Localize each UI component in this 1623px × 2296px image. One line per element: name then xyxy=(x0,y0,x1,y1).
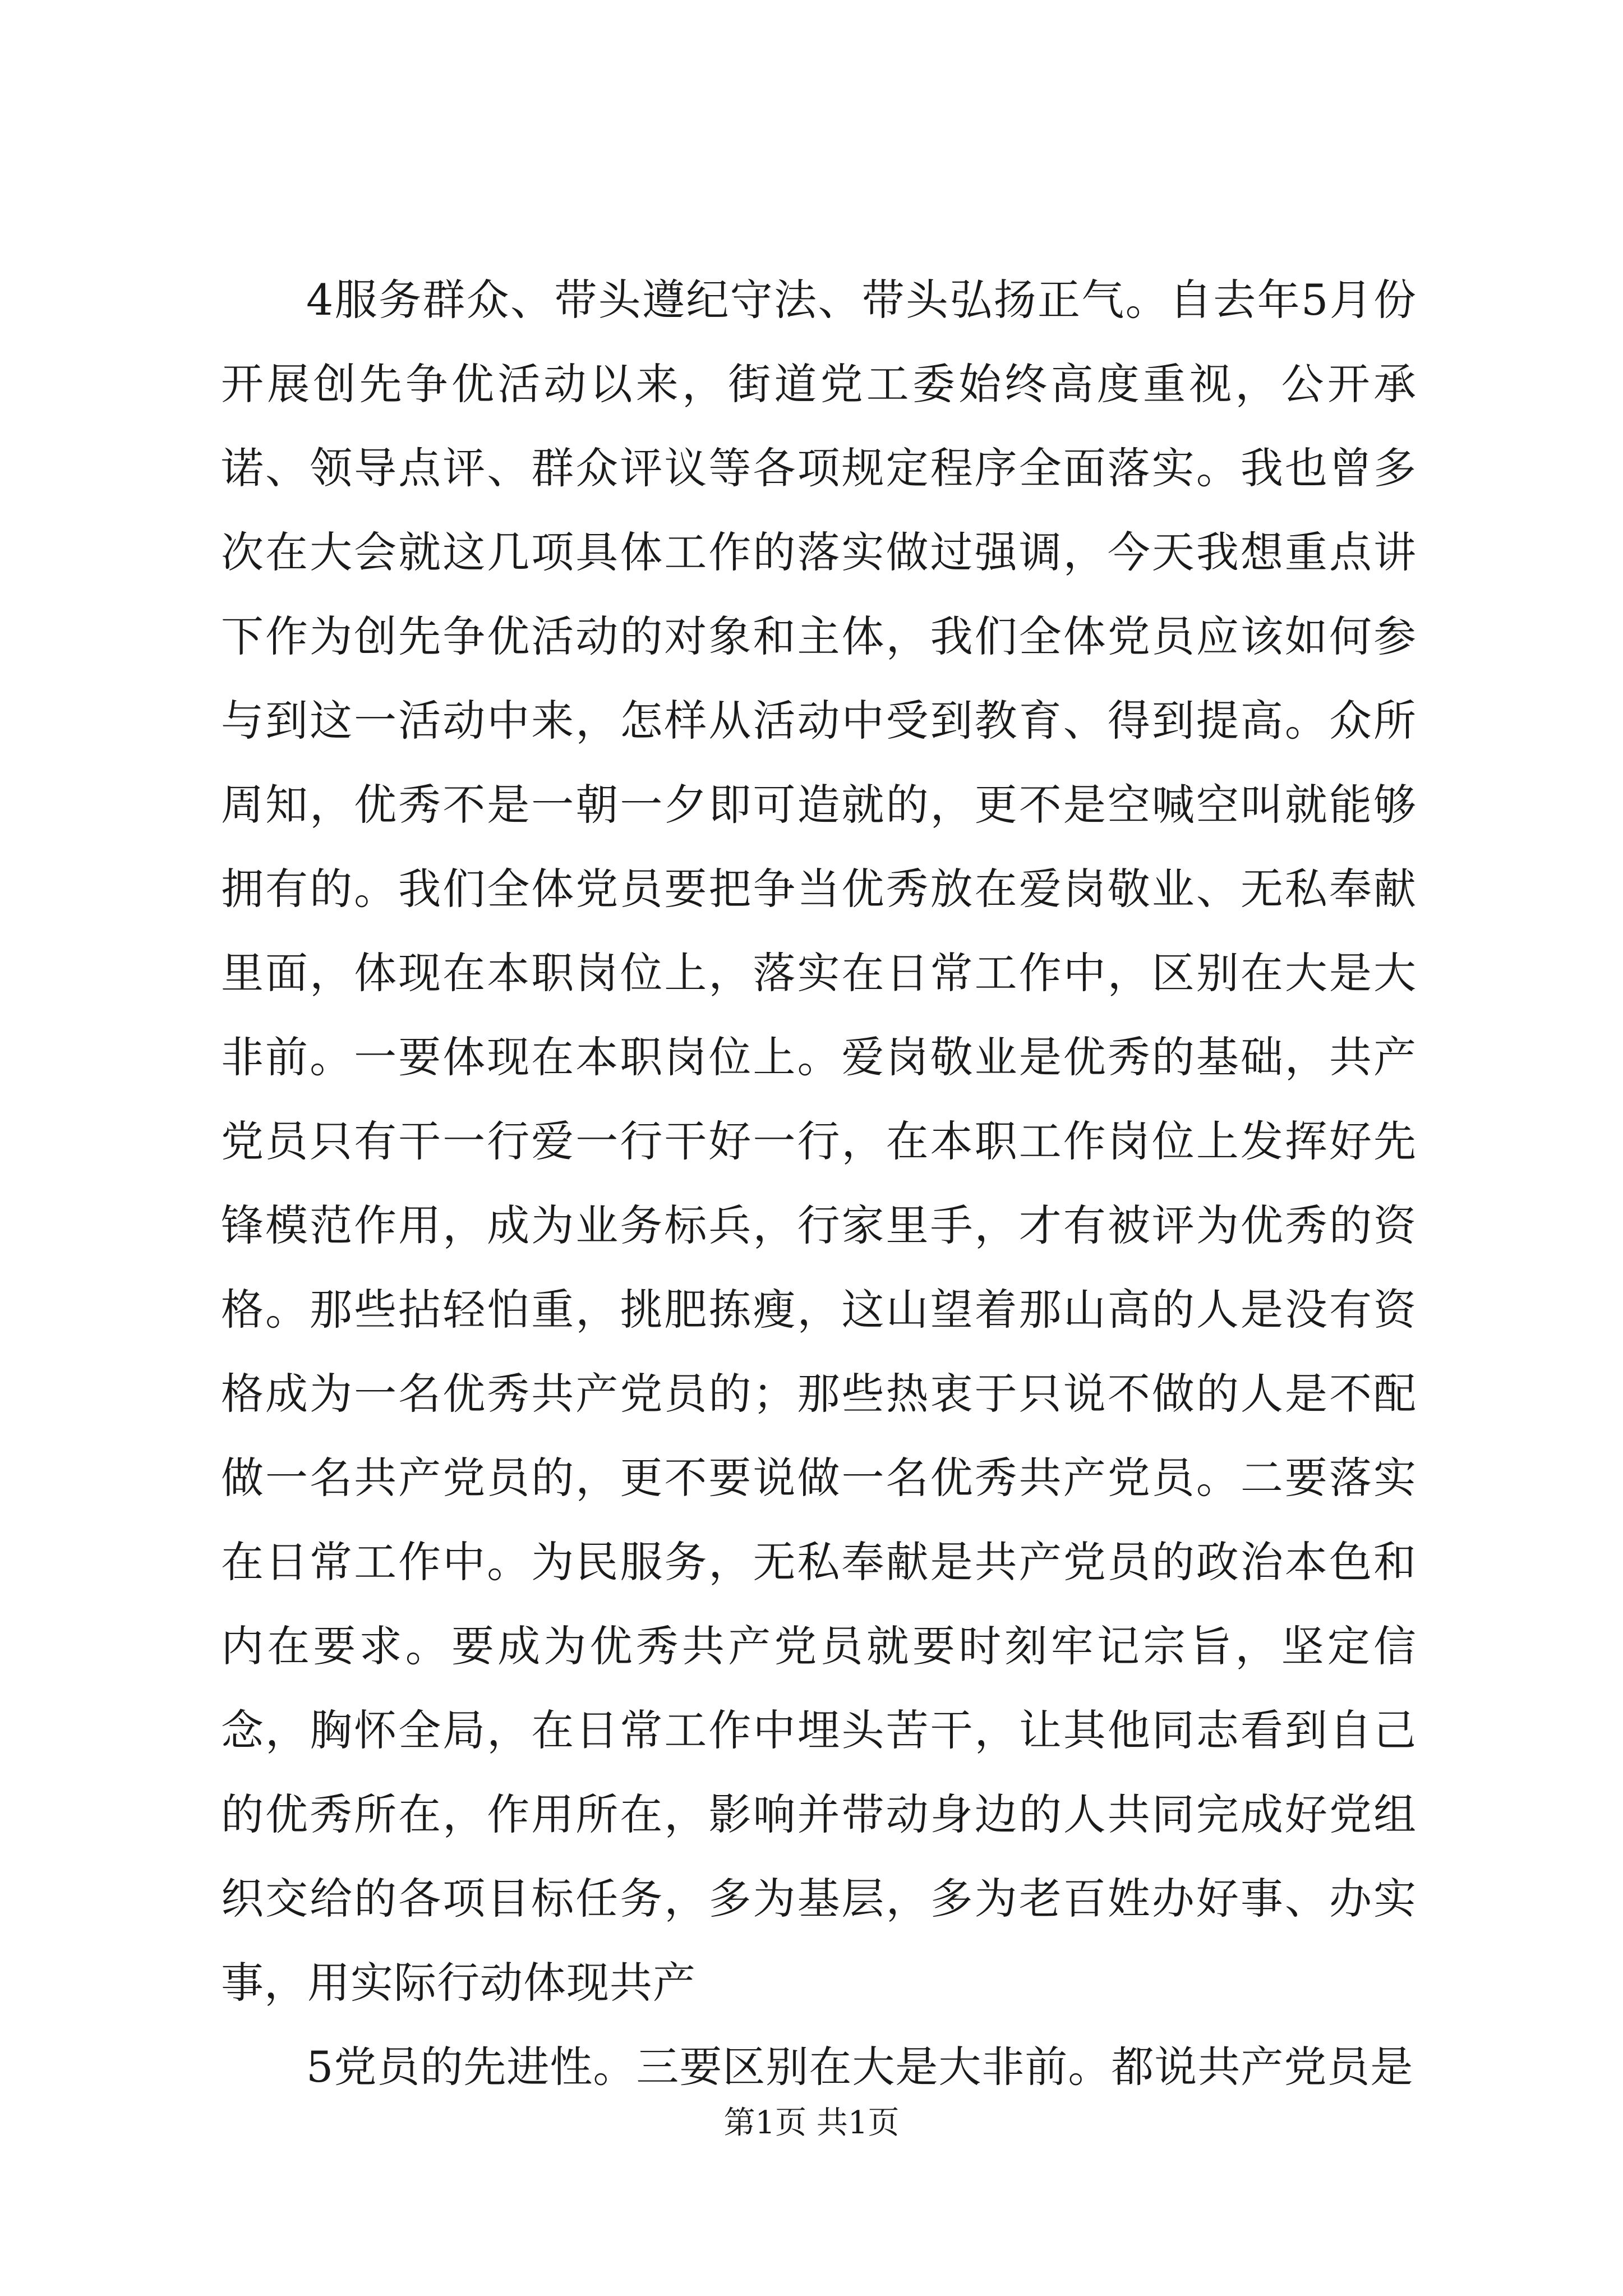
paragraph-1: 4服务群众、带头遵纪守法、带头弘扬正气。自去年5月份开展创先争优活动以来，街道党工委始终高度重视，公开承诺、领导点评、群众评议等各项规定程序全面落实。我也曾多次在大会就这几项具体工作的落实做过强调，今天我想重点讲下作为创先争优活动的对象和主体，我们全体党员应该如何参与到这一活动中来，怎样从活动中受到教育、得到提高。众所周知，优秀不是一朝一夕即可造就的，更不是空喊空叫就能够拥有的。我们全体党员要把争当优秀放在爱岗敬业、无私奉献里面，体现在本职岗位上，落实在日常工作中，区别在大是大非前。一要体现在本职岗位上。爱岗敬业是优秀的基础，共产党员只有干一行爱一行干好一行，在本职工作岗位上发挥好先锋模范作用，成为业务标兵，行家里手，才有被评为优秀的资格。那些拈轻怕重，挑肥拣瘦，这山望着那山高的人是没有资格成为一名优秀共产党员的；那些热衷于只说不做的人是不配做一名共产党员的，更不要说做一名优秀共产党员。二要落实在日常工作中。为民服务，无私奉献是共产党员的政治本色和内在要求。要成为优秀共产党员就要时刻牢记宗旨，坚定信念，胸怀全局，在日常工作中埋头苦干，让其他同志看到自己的优秀所在，作用所在，影响并带动身边的人共同完成好党组织交给的各项目标任务，多为基层，多为老百姓办好事、办实事，用实际行动体现共产 xyxy=(221,275,1417,2008)
document-body xyxy=(221,258,1417,2109)
page-footer: 第1页 共1页 xyxy=(723,2105,900,2141)
paragraph-2: 5党员的先进性。三要区别在大是大非前。都说共产党员是 xyxy=(306,2042,1414,2092)
